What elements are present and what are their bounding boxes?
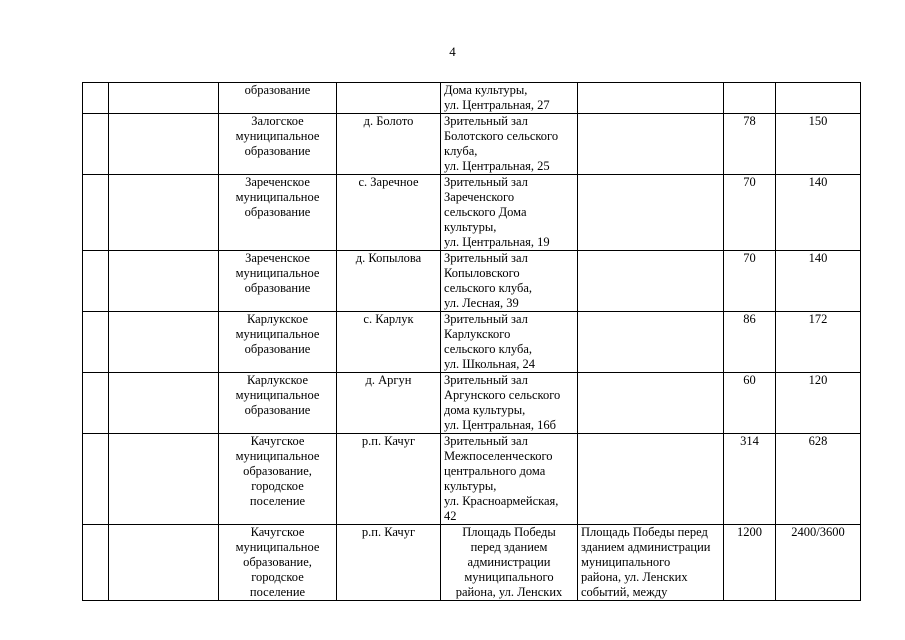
- venue-line: Зрительный зал: [444, 373, 528, 387]
- description-line: района, ул. Ленских: [581, 570, 688, 584]
- venue-line: сельского Дома: [444, 205, 527, 219]
- municipality-line: Карлукское: [247, 373, 308, 387]
- municipality-line: муниципальное: [235, 266, 320, 280]
- municipality-line: городское: [251, 570, 304, 584]
- venue-line: Зрительный зал: [444, 312, 528, 326]
- venue-cell: [441, 525, 578, 601]
- venue-line: дома культуры,: [444, 403, 526, 417]
- municipality-line: поселение: [249, 585, 306, 599]
- empty-cell-1: [83, 83, 109, 114]
- municipality-line: образование,: [243, 555, 312, 569]
- venue-line: ул. Школьная, 24: [444, 357, 535, 371]
- table-row: [83, 434, 861, 525]
- empty-cell-1: [83, 114, 109, 175]
- municipality-line: Качугское: [250, 525, 305, 539]
- empty-cell-2: [109, 114, 219, 175]
- venue-line: ул. Центральная, 25: [444, 159, 550, 173]
- capacity-cell: 120: [776, 373, 861, 434]
- description-cell: [578, 175, 724, 251]
- municipality-line: муниципальное: [235, 190, 320, 204]
- venue-cell: [441, 175, 578, 251]
- municipality-line: образование: [244, 403, 311, 417]
- municipality-line: образование,: [243, 464, 312, 478]
- description-line: зданием администрации: [581, 540, 711, 554]
- count-cell: 60: [724, 373, 776, 434]
- description-cell: [578, 525, 724, 601]
- venue-line: ул. Красноармейская,: [444, 494, 559, 508]
- description-cell: [578, 114, 724, 175]
- municipality-cell: [219, 114, 337, 175]
- municipality-line: городское: [251, 479, 304, 493]
- page-number: 4: [449, 44, 456, 59]
- table-body: [83, 83, 861, 601]
- venue-line: района, ул. Ленских: [455, 585, 563, 599]
- venue-line: центрального дома: [444, 464, 546, 478]
- venue-line: ул. Центральная, 19: [444, 235, 550, 249]
- capacity-cell: 2400/3600: [776, 525, 861, 601]
- municipality-line: образование: [244, 281, 311, 295]
- empty-cell-1: [83, 312, 109, 373]
- table-row: [83, 251, 861, 312]
- venue-line: сельского клуба,: [444, 281, 533, 295]
- venue-line: Копыловского: [444, 266, 520, 280]
- capacity-cell: 150: [776, 114, 861, 175]
- description-cell: [578, 312, 724, 373]
- municipality-line: муниципальное: [235, 449, 320, 463]
- empty-cell-2: [109, 251, 219, 312]
- venues-table: [82, 82, 861, 601]
- venue-line: Болотского сельского: [444, 129, 559, 143]
- description-line: событий, между: [581, 585, 668, 599]
- venue-line: Аргунского сельского: [444, 388, 561, 402]
- table-row: [83, 525, 861, 601]
- municipality-cell: [219, 373, 337, 434]
- capacity-cell: 140: [776, 175, 861, 251]
- table-row: [83, 175, 861, 251]
- table-row: [83, 83, 861, 114]
- municipality-cell: [219, 175, 337, 251]
- municipality-line: муниципальное: [235, 388, 320, 402]
- settlement-cell: д. Копылова: [337, 251, 441, 312]
- count-cell: 70: [724, 175, 776, 251]
- municipality-line: муниципальное: [235, 129, 320, 143]
- empty-cell-2: [109, 373, 219, 434]
- empty-cell-2: [109, 434, 219, 525]
- municipality-line: Зареченское: [245, 175, 310, 189]
- settlement-cell: [337, 83, 441, 114]
- venue-line: муниципального: [464, 570, 554, 584]
- capacity-cell: 628: [776, 434, 861, 525]
- venue-line: ул. Центральная, 16б: [444, 418, 557, 432]
- venue-line: 42: [444, 509, 457, 523]
- empty-cell-1: [83, 434, 109, 525]
- settlement-cell: д. Болото: [337, 114, 441, 175]
- settlement-cell: с. Карлук: [337, 312, 441, 373]
- empty-cell-1: [83, 175, 109, 251]
- municipality-cell: [219, 434, 337, 525]
- venue-cell: [441, 373, 578, 434]
- venue-cell: [441, 114, 578, 175]
- venue-line: Зрительный зал: [444, 434, 528, 448]
- count-cell: 1200: [724, 525, 776, 601]
- count-cell: 314: [724, 434, 776, 525]
- venue-line: Зрительный зал: [444, 114, 528, 128]
- description-cell: [578, 83, 724, 114]
- municipality-cell: [219, 251, 337, 312]
- settlement-cell: р.п. Качуг: [337, 525, 441, 601]
- settlement-cell: р.п. Качуг: [337, 434, 441, 525]
- count-cell: 70: [724, 251, 776, 312]
- empty-cell-1: [83, 251, 109, 312]
- count-cell: [724, 83, 776, 114]
- municipality-cell: [219, 312, 337, 373]
- empty-cell-2: [109, 83, 219, 114]
- venue-line: клуба,: [444, 144, 478, 158]
- venue-cell: [441, 434, 578, 525]
- municipality-line: муниципальное: [235, 327, 320, 341]
- venue-line: Зрительный зал: [444, 251, 528, 265]
- municipality-cell: [219, 83, 337, 114]
- empty-cell-2: [109, 175, 219, 251]
- empty-cell-1: [83, 373, 109, 434]
- municipality-line: образование: [244, 83, 311, 97]
- count-cell: 78: [724, 114, 776, 175]
- municipality-line: Залогское: [251, 114, 304, 128]
- count-cell: 86: [724, 312, 776, 373]
- description-line: муниципального: [581, 555, 671, 569]
- capacity-cell: 172: [776, 312, 861, 373]
- table-row: [83, 373, 861, 434]
- description-cell: [578, 251, 724, 312]
- table-row: [83, 114, 861, 175]
- municipality-line: поселение: [249, 494, 306, 508]
- municipality-cell: [219, 525, 337, 601]
- venue-line: культуры,: [444, 479, 497, 493]
- description-cell: [578, 373, 724, 434]
- settlement-cell: с. Заречное: [337, 175, 441, 251]
- venue-line: ул. Лесная, 39: [444, 296, 519, 310]
- venue-line: администрации: [467, 555, 551, 569]
- venue-line: перед зданием: [470, 540, 548, 554]
- venue-cell: [441, 312, 578, 373]
- empty-cell-1: [83, 525, 109, 601]
- venue-line: Карлукского: [444, 327, 511, 341]
- venue-line: Площадь Победы: [462, 525, 556, 539]
- venue-line: культуры,: [444, 220, 497, 234]
- venue-cell: [441, 251, 578, 312]
- table-row: [83, 312, 861, 373]
- settlement-cell: д. Аргун: [337, 373, 441, 434]
- venue-cell: [441, 83, 578, 114]
- municipality-line: Качугское: [250, 434, 305, 448]
- capacity-cell: 140: [776, 251, 861, 312]
- venue-line: сельского клуба,: [444, 342, 533, 356]
- municipality-line: Карлукское: [247, 312, 308, 326]
- municipality-line: образование: [244, 144, 311, 158]
- description-cell: [578, 434, 724, 525]
- capacity-cell: [776, 83, 861, 114]
- venue-line: Зрительный зал: [444, 175, 528, 189]
- municipality-line: муниципальное: [235, 540, 320, 554]
- venue-line: Дома культуры,: [444, 83, 528, 97]
- venue-line: Межпоселенческого: [444, 449, 553, 463]
- municipality-line: образование: [244, 342, 311, 356]
- empty-cell-2: [109, 312, 219, 373]
- empty-cell-2: [109, 525, 219, 601]
- municipality-line: Зареченское: [245, 251, 310, 265]
- description-line: Площадь Победы перед: [581, 525, 708, 539]
- venue-line: Зареченского: [444, 190, 515, 204]
- municipality-line: образование: [244, 205, 311, 219]
- venue-line: ул. Центральная, 27: [444, 98, 550, 112]
